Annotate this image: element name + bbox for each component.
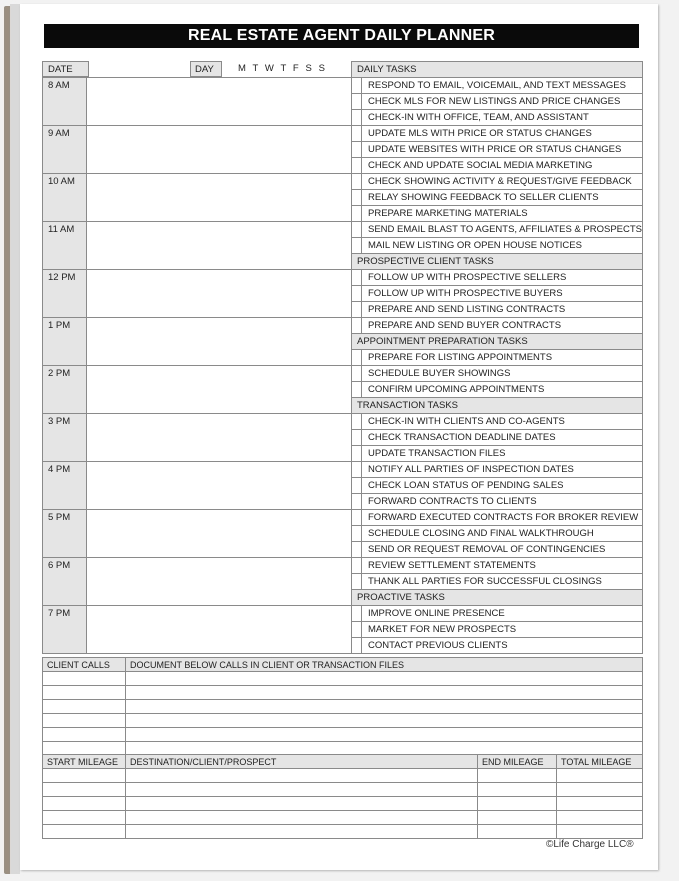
start-mileage-header: START MILEAGE: [43, 755, 126, 769]
task-label: PREPARE AND SEND BUYER CONTRACTS: [362, 318, 643, 334]
task-label: CHECK MLS FOR NEW LISTINGS AND PRICE CHANGES: [362, 94, 643, 110]
date-header: [42, 61, 352, 77]
hour-label: 3 PM: [43, 414, 87, 462]
task-checkbox[interactable]: [352, 126, 362, 142]
task-row: [352, 510, 643, 526]
client-call-notes-field[interactable]: [126, 672, 643, 686]
task-checkbox[interactable]: [352, 606, 362, 622]
task-row: [352, 462, 643, 478]
task-label: MAIL NEW LISTING OR OPEN HOUSE NOTICES: [362, 238, 643, 254]
total-mileage-field[interactable]: [557, 825, 643, 839]
total-mileage-header: TOTAL MILEAGE: [557, 755, 643, 769]
day-options[interactable]: M T W T F S S: [221, 61, 352, 77]
hour-row: [43, 606, 352, 654]
end-mileage-field[interactable]: [478, 825, 557, 839]
client-call-row: [43, 686, 643, 700]
copyright: ©Life Charge LLC®: [546, 839, 634, 850]
task-checkbox[interactable]: [352, 510, 362, 526]
task-label: NOTIFY ALL PARTIES OF INSPECTION DATES: [362, 462, 643, 478]
hour-notes-field[interactable]: [87, 126, 352, 174]
mileage-row: [43, 811, 643, 825]
task-label: MARKET FOR NEW PROSPECTS: [362, 622, 643, 638]
task-checkbox[interactable]: [352, 542, 362, 558]
task-checkbox[interactable]: [352, 350, 362, 366]
hour-row: [43, 414, 352, 462]
hour-notes-field[interactable]: [87, 78, 352, 126]
hour-notes-field[interactable]: [87, 174, 352, 222]
hourly-schedule: [42, 77, 352, 654]
date-field[interactable]: [88, 61, 191, 77]
task-label: CHECK TRANSACTION DEADLINE DATES: [362, 430, 643, 446]
task-row: [352, 142, 643, 158]
task-checkbox[interactable]: [352, 638, 362, 654]
task-label: CONTACT PREVIOUS CLIENTS: [362, 638, 643, 654]
task-checkbox[interactable]: [352, 270, 362, 286]
client-calls-header: CLIENT CALLS: [43, 658, 126, 672]
task-row: [352, 574, 643, 590]
task-label: SCHEDULE BUYER SHOWINGS: [362, 366, 643, 382]
destination-field[interactable]: [126, 825, 478, 839]
task-label: CHECK AND UPDATE SOCIAL MEDIA MARKETING: [362, 158, 643, 174]
task-row: [352, 126, 643, 142]
page-title: REAL ESTATE AGENT DAILY PLANNER: [44, 24, 639, 48]
task-checkbox[interactable]: [352, 494, 362, 510]
hour-row: [43, 318, 352, 366]
task-label: FOLLOW UP WITH PROSPECTIVE BUYERS: [362, 286, 643, 302]
total-mileage-field[interactable]: [557, 797, 643, 811]
hour-label: 12 PM: [43, 270, 87, 318]
hour-notes-field[interactable]: [87, 606, 352, 654]
destination-field[interactable]: [126, 783, 478, 797]
task-section-header: [352, 334, 643, 350]
end-mileage-field[interactable]: [478, 769, 557, 783]
task-label: PREPARE FOR LISTING APPOINTMENTS: [362, 350, 643, 366]
hour-label: 5 PM: [43, 510, 87, 558]
hour-label: 10 AM: [43, 174, 87, 222]
start-mileage-field[interactable]: [43, 797, 126, 811]
task-checkbox[interactable]: [352, 78, 362, 94]
task-row: [352, 478, 643, 494]
task-checkbox[interactable]: [352, 558, 362, 574]
section-label: TRANSACTION TASKS: [352, 398, 643, 414]
task-row: [352, 318, 643, 334]
hour-row: [43, 270, 352, 318]
task-label: PREPARE AND SEND LISTING CONTRACTS: [362, 302, 643, 318]
hour-row: [43, 510, 352, 558]
hour-label: 8 AM: [43, 78, 87, 126]
task-label: RESPOND TO EMAIL, VOICEMAIL, AND TEXT MESSAGES: [362, 78, 643, 94]
task-label: SEND OR REQUEST REMOVAL OF CONTINGENCIES: [362, 542, 643, 558]
task-row: [352, 222, 643, 238]
hour-notes-field[interactable]: [87, 366, 352, 414]
task-checkbox[interactable]: [352, 238, 362, 254]
total-mileage-field[interactable]: [557, 783, 643, 797]
client-call-notes-field[interactable]: [126, 686, 643, 700]
task-row: [352, 542, 643, 558]
task-checkbox[interactable]: [352, 462, 362, 478]
task-row: [352, 430, 643, 446]
task-checkbox[interactable]: [352, 430, 362, 446]
hour-notes-field[interactable]: [87, 510, 352, 558]
task-section-header: [352, 590, 643, 606]
task-checkbox[interactable]: [352, 302, 362, 318]
task-row: [352, 286, 643, 302]
daily-tasks-header: DAILY TASKS: [352, 62, 643, 78]
task-checkbox[interactable]: [352, 366, 362, 382]
task-checkbox[interactable]: [352, 622, 362, 638]
destination-field[interactable]: [126, 769, 478, 783]
task-label: CHECK SHOWING ACTIVITY & REQUEST/GIVE FEEDBACK: [362, 174, 643, 190]
end-mileage-header: END MILEAGE: [478, 755, 557, 769]
end-mileage-field[interactable]: [478, 811, 557, 825]
task-checkbox[interactable]: [352, 414, 362, 430]
task-label: THANK ALL PARTIES FOR SUCCESSFUL CLOSINGS: [362, 574, 643, 590]
task-checkbox[interactable]: [352, 174, 362, 190]
day-label: DAY: [195, 64, 214, 75]
client-call-notes-field[interactable]: [126, 700, 643, 714]
client-call-name-field[interactable]: [43, 686, 126, 700]
pad-page-stack: [10, 4, 20, 874]
task-row: [352, 110, 643, 126]
hour-row: [43, 366, 352, 414]
hour-label: 4 PM: [43, 462, 87, 510]
mileage-table: [42, 754, 643, 839]
mileage-row: [43, 783, 643, 797]
task-label: UPDATE WEBSITES WITH PRICE OR STATUS CHANGES: [362, 142, 643, 158]
task-row: [352, 350, 643, 366]
task-checkbox[interactable]: [352, 318, 362, 334]
start-mileage-field[interactable]: [43, 811, 126, 825]
task-checkbox[interactable]: [352, 526, 362, 542]
section-label: PROACTIVE TASKS: [352, 590, 643, 606]
task-checkbox[interactable]: [352, 478, 362, 494]
task-label: CHECK-IN WITH CLIENTS AND CO-AGENTS: [362, 414, 643, 430]
task-row: [352, 206, 643, 222]
task-label: FORWARD CONTRACTS TO CLIENTS: [362, 494, 643, 510]
hour-label: 11 AM: [43, 222, 87, 270]
hour-notes-field[interactable]: [87, 558, 352, 606]
task-row: [352, 382, 643, 398]
hour-label: 6 PM: [43, 558, 87, 606]
task-checkbox[interactable]: [352, 94, 362, 110]
hour-row: [43, 126, 352, 174]
task-checkbox[interactable]: [352, 190, 362, 206]
task-checkbox[interactable]: [352, 206, 362, 222]
end-mileage-field[interactable]: [478, 783, 557, 797]
task-label: RELAY SHOWING FEEDBACK TO SELLER CLIENTS: [362, 190, 643, 206]
task-row: [352, 174, 643, 190]
start-mileage-field[interactable]: [43, 825, 126, 839]
task-label: SEND EMAIL BLAST TO AGENTS, AFFILIATES & PROSPECTS: [362, 222, 643, 238]
task-row: [352, 638, 643, 654]
task-row: [352, 302, 643, 318]
section-label: APPOINTMENT PREPARATION TASKS: [352, 334, 643, 350]
task-row: [352, 94, 643, 110]
date-label: DATE: [48, 64, 73, 75]
document-calls-header: DOCUMENT BELOW CALLS IN CLIENT OR TRANSACTION FILES: [126, 658, 643, 672]
hour-row: [43, 222, 352, 270]
section-label: PROSPECTIVE CLIENT TASKS: [352, 254, 643, 270]
daily-tasks: [351, 61, 643, 654]
task-section-header: [352, 398, 643, 414]
task-row: [352, 414, 643, 430]
client-call-row: [43, 700, 643, 714]
task-label: PREPARE MARKETING MATERIALS: [362, 206, 643, 222]
task-label: CHECK LOAN STATUS OF PENDING SALES: [362, 478, 643, 494]
task-row: [352, 78, 643, 94]
mileage-row: [43, 797, 643, 811]
task-row: [352, 446, 643, 462]
client-call-notes-field[interactable]: [126, 728, 643, 742]
task-row: [352, 494, 643, 510]
hour-label: 7 PM: [43, 606, 87, 654]
hour-label: 1 PM: [43, 318, 87, 366]
hour-row: [43, 462, 352, 510]
total-mileage-field[interactable]: [557, 811, 643, 825]
client-call-name-field[interactable]: [43, 728, 126, 742]
client-call-name-field[interactable]: [43, 672, 126, 686]
task-label: UPDATE TRANSACTION FILES: [362, 446, 643, 462]
hour-notes-field[interactable]: [87, 222, 352, 270]
task-label: CONFIRM UPCOMING APPOINTMENTS: [362, 382, 643, 398]
hour-label: 9 AM: [43, 126, 87, 174]
task-label: UPDATE MLS WITH PRICE OR STATUS CHANGES: [362, 126, 643, 142]
mileage-row: [43, 769, 643, 783]
task-label: CHECK-IN WITH OFFICE, TEAM, AND ASSISTANT: [362, 110, 643, 126]
task-row: [352, 606, 643, 622]
hour-notes-field[interactable]: [87, 414, 352, 462]
task-row: [352, 158, 643, 174]
task-checkbox[interactable]: [352, 222, 362, 238]
task-checkbox[interactable]: [352, 446, 362, 462]
client-call-notes-field[interactable]: [126, 714, 643, 728]
task-checkbox[interactable]: [352, 142, 362, 158]
task-checkbox[interactable]: [352, 158, 362, 174]
task-label: FORWARD EXECUTED CONTRACTS FOR BROKER REVIEW: [362, 510, 643, 526]
task-label: SCHEDULE CLOSING AND FINAL WALKTHROUGH: [362, 526, 643, 542]
hour-notes-field[interactable]: [87, 270, 352, 318]
client-calls-table: [42, 657, 643, 756]
hour-row: [43, 558, 352, 606]
task-label: FOLLOW UP WITH PROSPECTIVE SELLERS: [362, 270, 643, 286]
hour-label: 2 PM: [43, 366, 87, 414]
task-row: [352, 190, 643, 206]
client-call-row: [43, 728, 643, 742]
task-label: REVIEW SETTLEMENT STATEMENTS: [362, 558, 643, 574]
hour-notes-field[interactable]: [87, 318, 352, 366]
task-row: [352, 270, 643, 286]
task-row: [352, 366, 643, 382]
client-call-row: [43, 714, 643, 728]
hour-row: [43, 174, 352, 222]
task-checkbox[interactable]: [352, 286, 362, 302]
task-checkbox[interactable]: [352, 382, 362, 398]
client-call-row: [43, 672, 643, 686]
client-call-name-field[interactable]: [43, 714, 126, 728]
task-row: [352, 622, 643, 638]
task-row: [352, 238, 643, 254]
destination-field[interactable]: [126, 797, 478, 811]
task-label: IMPROVE ONLINE PRESENCE: [362, 606, 643, 622]
start-mileage-field[interactable]: [43, 769, 126, 783]
task-section-header: [352, 254, 643, 270]
end-mileage-field[interactable]: [478, 797, 557, 811]
task-checkbox[interactable]: [352, 574, 362, 590]
task-row: [352, 526, 643, 542]
client-call-name-field[interactable]: [43, 700, 126, 714]
destination-field[interactable]: [126, 811, 478, 825]
total-mileage-field[interactable]: [557, 769, 643, 783]
hour-notes-field[interactable]: [87, 462, 352, 510]
mileage-row: [43, 825, 643, 839]
task-row: [352, 558, 643, 574]
start-mileage-field[interactable]: [43, 783, 126, 797]
destination-header: DESTINATION/CLIENT/PROSPECT: [126, 755, 478, 769]
task-checkbox[interactable]: [352, 110, 362, 126]
hour-row: [43, 78, 352, 126]
